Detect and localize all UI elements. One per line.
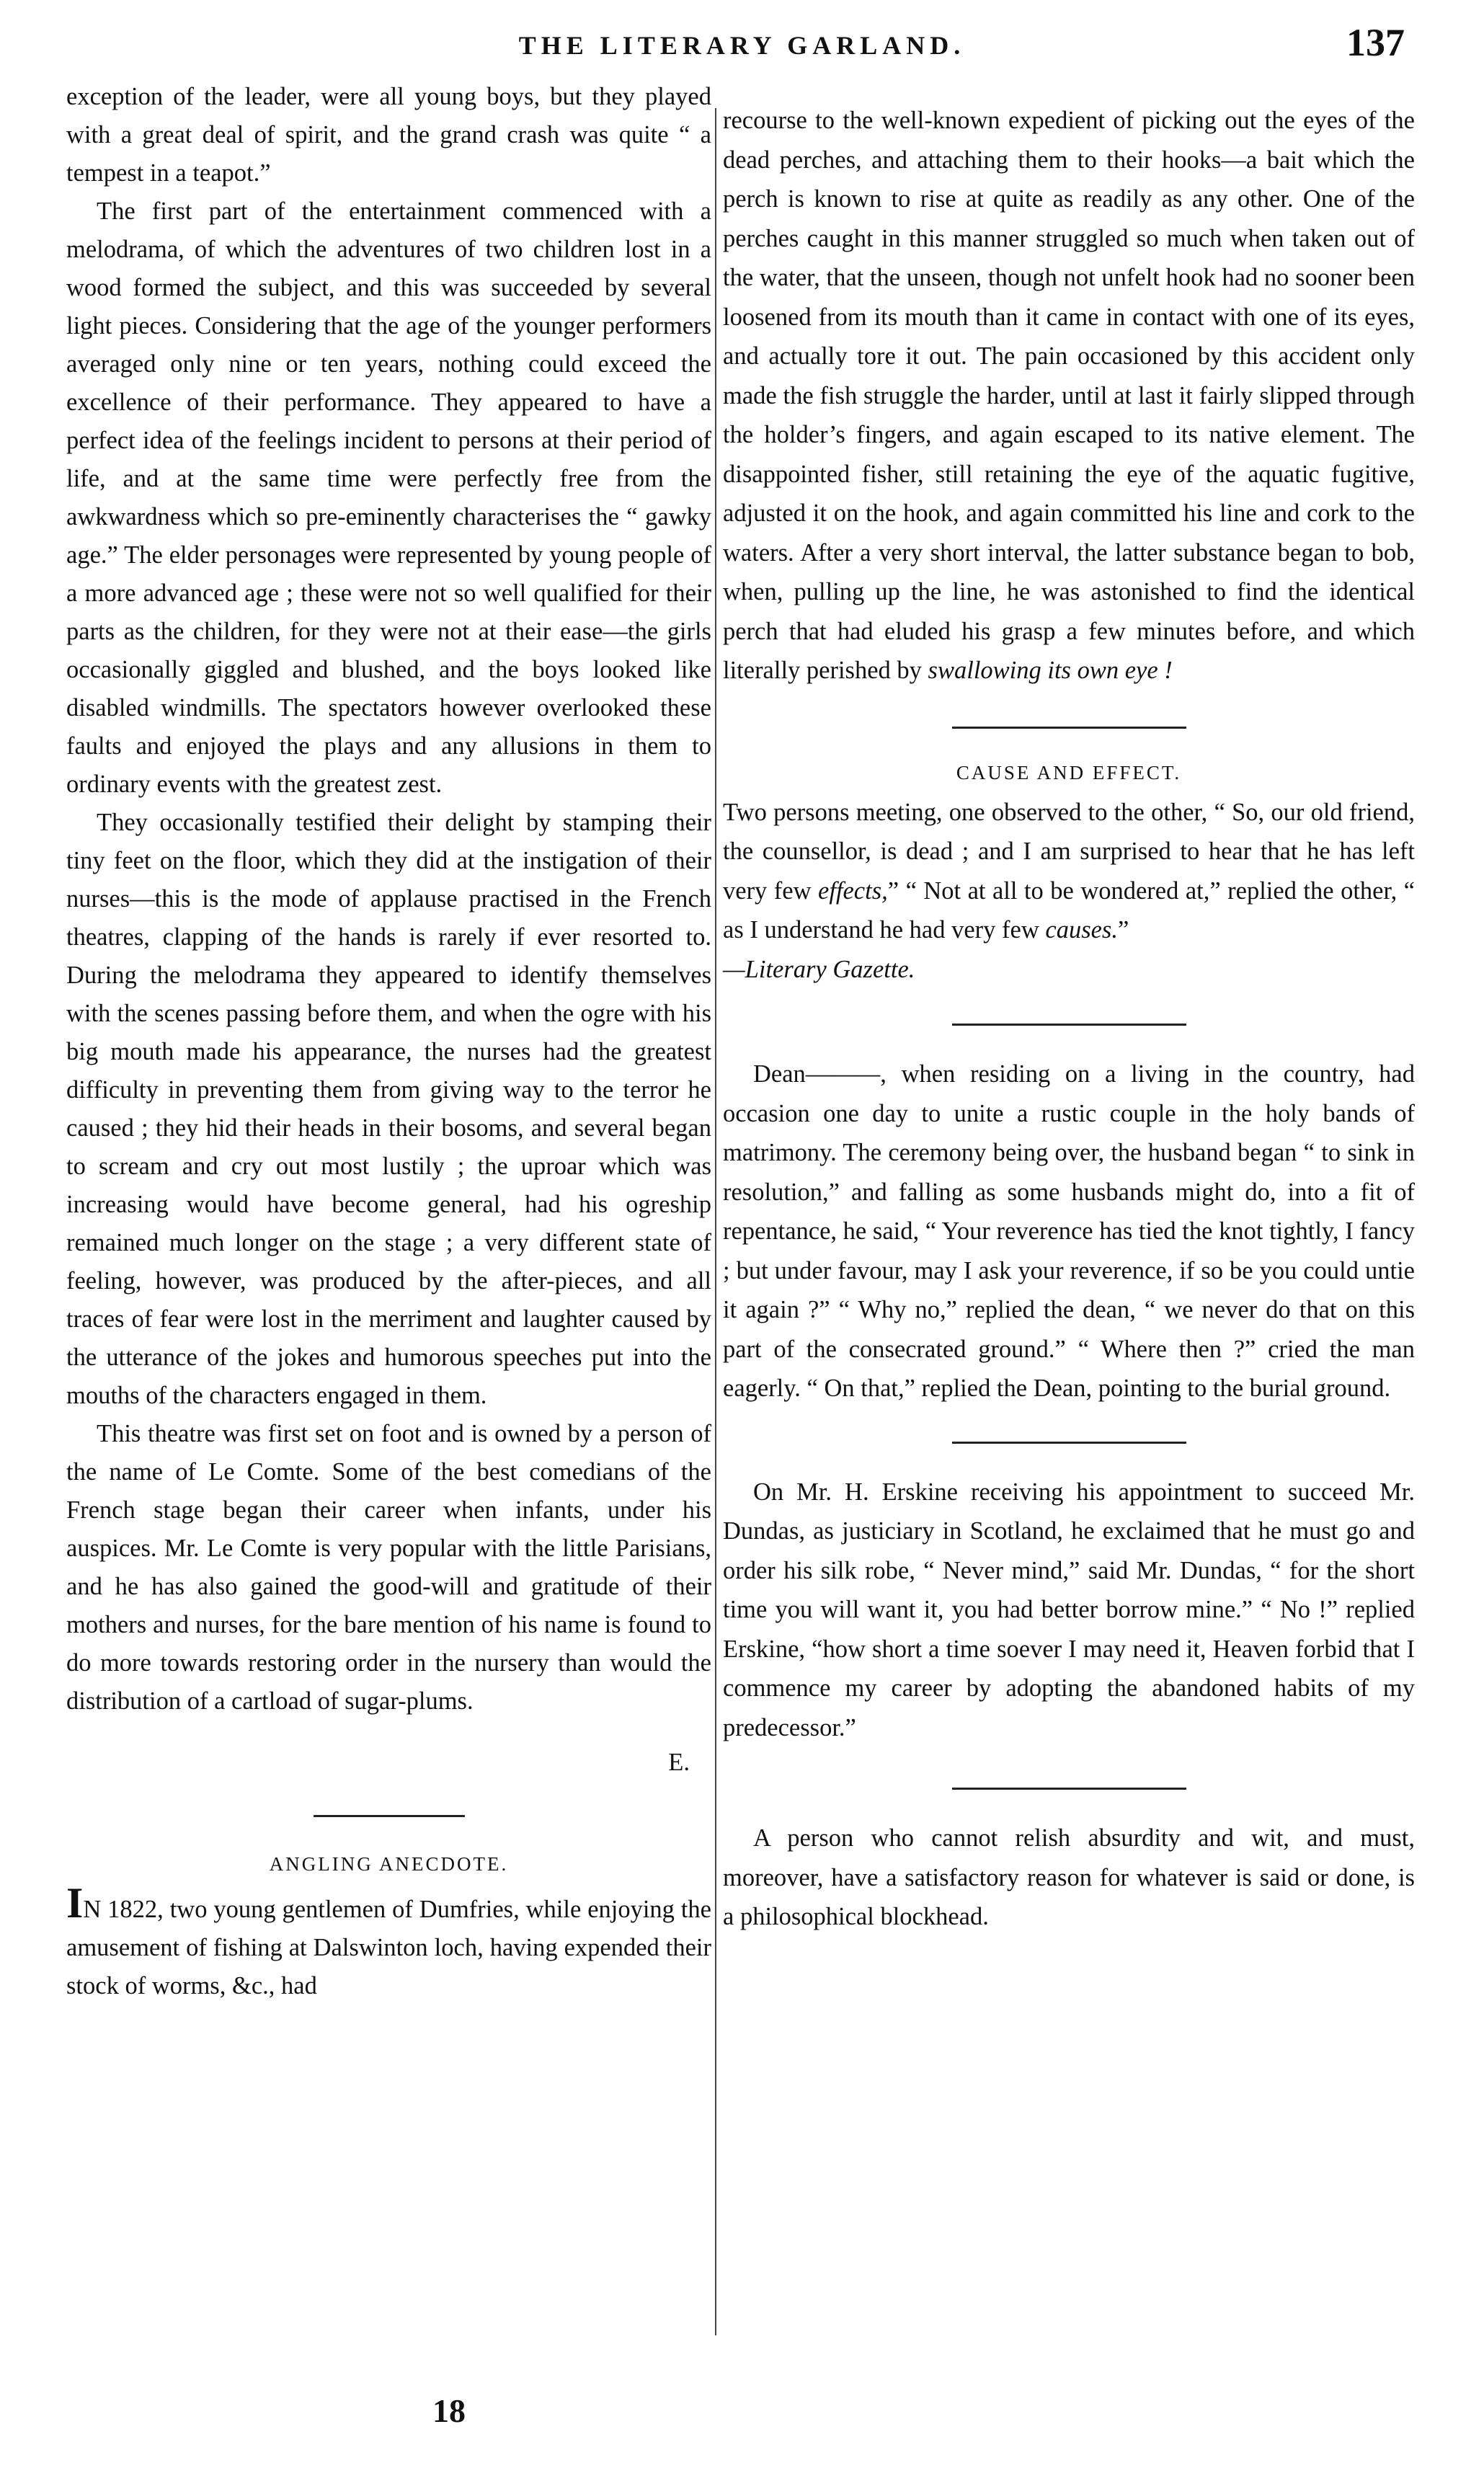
angling-punchline: swallowing its own eye ! [928, 657, 1173, 684]
page-header [0, 20, 1484, 71]
section-divider [952, 1024, 1186, 1026]
drop-cap: I [66, 1879, 84, 1927]
section-divider [952, 1442, 1186, 1444]
cause-and-effect-heading: CAUSE AND EFFECT. [956, 761, 1182, 784]
erskine-anecdote-paragraph: On Mr. H. Erskine receiving his appointment to succeed Mr. Dundas, as justiciary in Scotland, he exclaimed that he must go and order his silk robe, “ Never mind,” said Mr. Dundas, “ for the short time you will want it, you had better borrow mine.” “ No !” replied Erskine, “how short a time soever I may need it, Heaven forbid that I commence my career by adopting the abandoned habits of my predecessor.” [723, 1478, 1415, 1741]
paragraph-entertainment: The first part of the entertainment commenced with a melodrama, of which the adventures of two children lost in a wood formed the subject, and this was succeeded by several light pieces. Considering that the age of the younger performers averaged only nine or ten years, nothing could exceed the excellence of their performance. They appeared to have a perfect idea of the feelings incident to persons at their period of life, and at the same time were perfectly free from the awkwardness which so pre-eminently characterises the “ gawky age.” The elder personages were represented by young people of a more advanced age ; these were not so well qualified for their parts as the children, for they were not at their ease—the girls occasionally giggled and blushed, and the boys looked like disabled windmills. The spectators however overlooked these faults and enjoyed the plays and any allusions in them to ordinary events with the greatest zest. [66, 197, 711, 798]
article-signature [66, 1744, 711, 1782]
section-divider [952, 727, 1186, 729]
dean-anecdote-paragraph: Dean———, when residing on a living in the country, had occasion one day to unite a rustic couple in the holy bands of matrimony. The ceremony being over, the husband began “ to sink in resolution,” and falling as some husbands might do, into a fit of repentance, he said, “ Your reverence has tied the knot tightly, I fancy ; but under favour, may I ask your reverence, if so be you could untie it again ?” “ Why no,” replied the dean, “ we never do that on this part of the consecrated ground.” “ Where then ?” cried the man eagerly. “ On that,” replied the Dean, pointing to the burial ground. [723, 1060, 1415, 1402]
cause-and-effect-paragraph [723, 793, 1415, 950]
cause-effects-word: effects, [818, 876, 888, 905]
printer-signature-mark: 18 [432, 2392, 466, 2429]
running-title: THE LITERARY GARLAND. [518, 31, 966, 60]
left-column [66, 78, 711, 2005]
column-rule [715, 108, 716, 2335]
right-column [723, 101, 1415, 1937]
cause-causes-word: causes. [1045, 916, 1118, 944]
paragraph-theatre-continued: exception of the leader, were all young boys, but they played with a great deal of spirit, and the grand crash was quite “ a tempest in a teapot.” [66, 83, 711, 187]
angling-continued-text: recourse to the well-known expedient of picking out the eyes of the dead perches, and attaching them to their hooks—a bait which the perch is known to rise at quite as readily as any other. One of the perches caught in this manner struggled so much when taken out of the water, that the unseen, though not unfelt hook had no sooner been loosened from its mouth than it came in contact with one of its eyes, and actually tore it out. The pain occasioned by this accident only made the fish struggle the harder, until at last it fairly slipped through the holder’s fingers, and again escaped to its native element. The disappointed fisher, still retaining the eye of the aquatic fugitive, adjusted it on the hook, and again committed his line and cork to the waters. After a very short interval, the latter substance began to bob, when, pulling up the line, he was astonished to find the identical perch that had eluded his grasp a few minutes before, and which literally perished by [723, 107, 1415, 684]
cause-text-3: ” [1117, 916, 1129, 944]
absurdity-paragraph: A person who cannot relish absurdity and wit, and must, moreover, have a satisfactory reason for whatever is said or done, is a philosophical blockhead. [723, 1824, 1415, 1930]
source-citation: —Literary Gazette. [723, 955, 915, 983]
cause-and-effect-source [723, 950, 1415, 990]
angling-anecdote-paragraph [66, 1879, 711, 2005]
signature-text: E. [668, 1749, 690, 1776]
angling-anecdote-continued [723, 101, 1415, 691]
paragraph-le-comte: This theatre was first set on foot and is owned by a person of the name of Le Comte. Some of the best comedians of the French stage began their career when infants, under his auspices. Mr. Le Comte is very popular with the little Parisians, and he has also gained the good-will and gratitude of their mothers and nurses, for the bare mention of his name is found to do more towards restoring order in the nursery than would the distribution of a cartload of sugar-plums. [66, 1420, 711, 1715]
section-divider [952, 1788, 1186, 1790]
angling-anecdote-text: N 1822, two young gentlemen of Dumfries, while enjoying the amusement of fishing at Dalswinton loch, having expended their stock of worms, &c., had [66, 1896, 711, 1999]
cause-text-2: ” “ Not at all to be wondered at,” replied the other, “ as I understand he had very few [723, 876, 1415, 944]
paragraph-applause: They occasionally testified their delight by stamping their tiny feet on the floor, which they did at the instigation of their nurses—this is the mode of applause practised in the French theatres, clapping of the hands is rarely if ever resorted to. During the melodrama they appeared to identify themselves with the scenes passing before them, and when the ogre with his big mouth made his appearance, the nurses had the greatest difficulty in preventing them from giving way to the terror he caused ; they hid their heads in their bosoms, and several began to scream and cry out most lustily ; the uproar which was increasing would have become general, had his ogreship remained much longer on the stage ; a very different state of feeling, however, was produced by the after-pieces, and all traces of fear were lost in the merriment and laughter caused by the utterance of the jokes and humorous speeches put into the mouths of the characters engaged in them. [66, 809, 711, 1409]
section-divider [314, 1815, 465, 1817]
page-number: 137 [1346, 21, 1405, 64]
angling-anecdote-heading: ANGLING ANECDOTE. [269, 1853, 509, 1875]
cause-text: Two persons meeting, one observed to the other, “ So, our old friend, the counsellor, is dead ; and I am surprised to hear that he has left very few [723, 798, 1415, 905]
